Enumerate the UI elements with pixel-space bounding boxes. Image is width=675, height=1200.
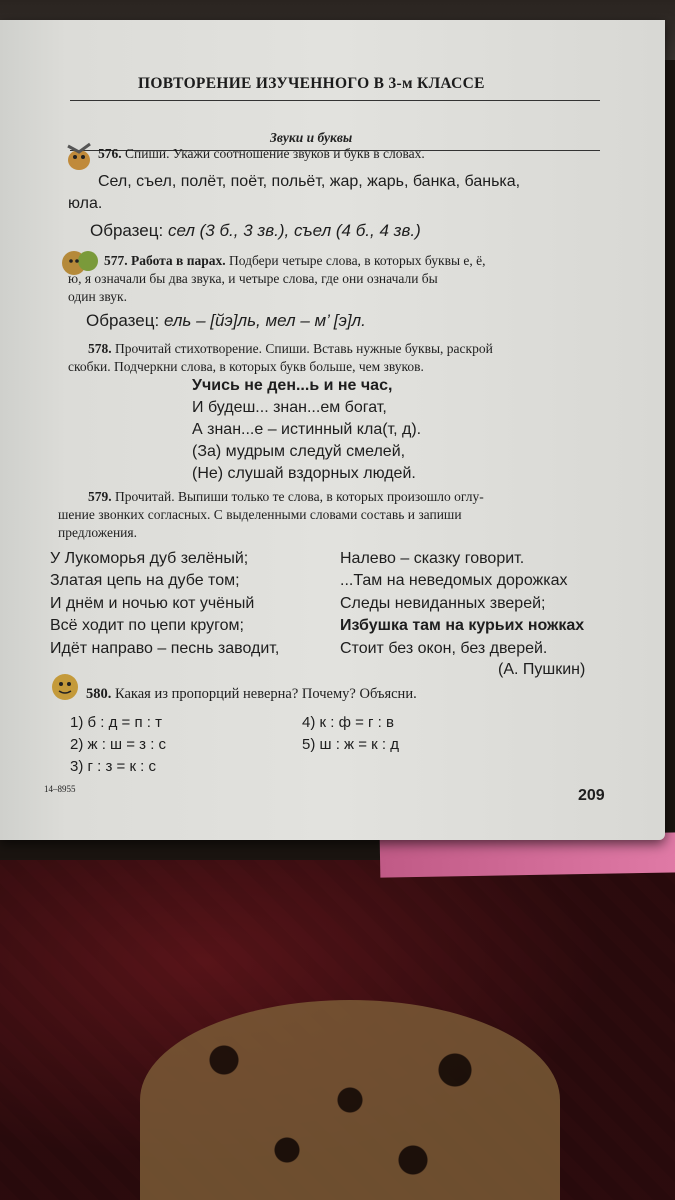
proportion-item: 1) б : д = п : т [70,714,162,731]
ex579-author: (А. Пушкин) [498,661,586,678]
ex576-sample-text: сел (3 б., 3 зв.), съел (4 б., 4 зв.) [167,221,421,240]
verse-line: Идёт направо – песнь заводит, [50,639,280,657]
ex576-task [98,145,425,162]
poem-line: И будеш... знан...ем богат, [192,399,387,417]
ex579-right-column [340,548,584,660]
verse-line: Стоит без окон, без дверей. [340,639,548,657]
verse-line: Избушка там на курьих ножках [340,617,585,635]
section-title: ПОВТОРЕНИЕ ИЗУЧЕННОГО В 3-м КЛАССЕ [138,75,485,92]
ex578-task-text1: Прочитай стихотворение. Спиши. Вставь нужные буквы, раскрой [115,341,493,356]
ex578-task-line2: скобки. Подчеркни слова, в которых букв больше, чем звуков. [68,359,424,374]
ex578-poem [192,375,421,485]
ex578-number: 578. [88,341,112,356]
ex577-sample-label: Образец: [86,311,160,330]
poem-line: (Не) слушай вздорных людей. [192,465,416,483]
ex580-left-items [70,712,166,777]
page-number: 209 [578,787,605,804]
ex580-right-items [302,712,399,756]
ex577-task-line3: один звук. [68,289,127,304]
verse-line: ...Там на неведомых дорожках [340,572,568,590]
ex577-number: 577. [104,253,128,268]
ex578-task-line1 [88,340,493,357]
verse-line: Златая цепь на дубе том; [50,572,240,590]
ex579-number: 579. [88,489,112,504]
verse-line: Следы невиданных зверей; [340,594,546,612]
verse-line: Налево – сказку говорит. [340,550,525,567]
ex579-task-text1: Прочитай. Выпиши только те слова, в которых произошло оглу- [115,489,484,504]
verse-line: И днём и ночью кот учёный [50,594,255,612]
poem-line: (За) мудрым следуй смелей, [192,443,406,461]
verse-line: У Лукоморья дуб зелёный; [50,550,249,567]
ex580-task [86,685,417,704]
ex576-words-line1: Сел, съел, полёт, поёт, польёт, жар, жарь, банка, банька, [98,173,521,190]
ex577-sample [86,310,366,332]
ex576-sample-label: Образец: [90,221,164,240]
ex580-task-text: Какая из пропорций неверна? Почему? Объясни. [115,686,417,702]
ex579-task-line2: шение звонких согласных. С выделенными словами составь и запиши [58,507,462,522]
ex577-task-line1 [104,252,486,269]
subsection-title: Звуки и буквы [270,130,353,145]
pencil-character-icon [62,138,96,174]
proportion-item: 5) ш : ж = к : д [302,735,399,753]
ex580-number: 580. [86,686,112,702]
proportion-item: 2) ж : ш = з : с [70,735,167,753]
textbook-page [0,20,665,840]
ex576-words-line2: юла. [68,195,103,212]
proportion-item: 4) к : ф = г : в [302,714,394,731]
ex576-sample [90,220,421,242]
print-code: 14–8955 [44,784,76,794]
ex579-task-line1 [88,488,484,505]
ex577-task-text1: Подбери четыре слова, в которых буквы е, ё, [229,253,486,268]
ex576-task-text: Спиши. Укажи соотношение звуков и букв в словах. [125,146,425,161]
ex577-task-line2: ю, я означали бы два звука, и четыре слова, где они означали бы [68,271,438,286]
header-rule [70,100,600,101]
round-character-icon [48,670,82,702]
ex579-task-line3: предложения. [58,525,137,540]
poem-line: А знан...е – истинный кла(т, д). [192,421,422,439]
proportion-item: 3) г : з = к : с [70,757,157,775]
ex576-number: 576. [98,146,122,161]
verse-line: Всё ходит по цепи кругом; [50,617,244,635]
ex577-bold-lead: Работа в парах. [131,253,226,268]
poem-line: Учись не ден...ь и не час, [192,377,393,394]
ex579-left-column [50,548,279,660]
background-leopard-fabric [140,1000,560,1200]
ex577-sample-text: ель – [йэ]ль, мел – м’ [э]л. [163,311,366,330]
